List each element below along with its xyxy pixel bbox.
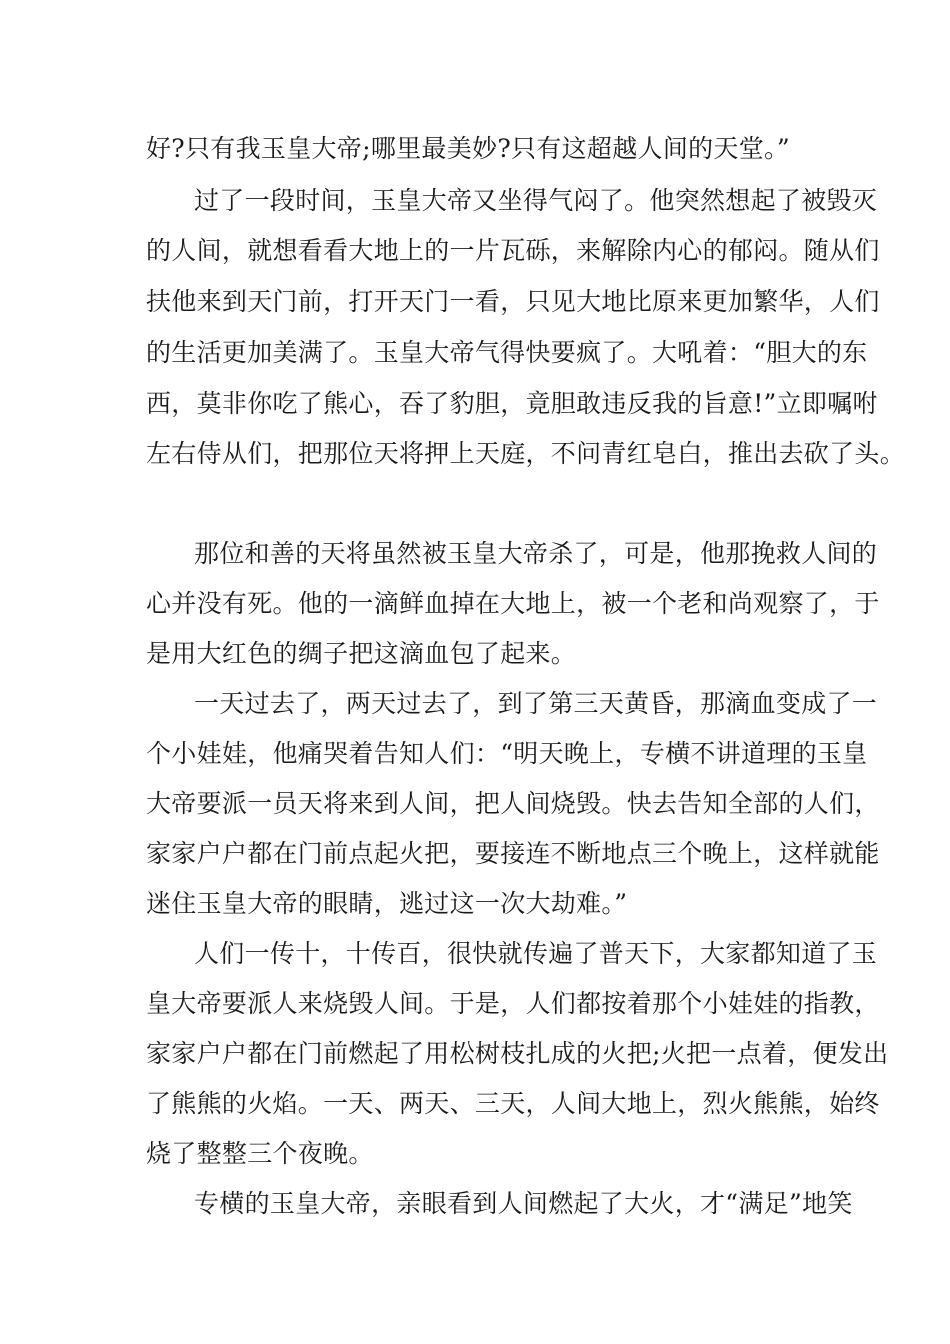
- paragraph-2-line-1: 过了一段时间，玉皇大帝又坐得气闷了。他突然想起了被毁灭: [194, 186, 878, 215]
- paragraph-4-line-2: 个小娃娃，他痛哭着告知人们：“明天晚上，专横不讲道理的玉皇: [146, 739, 868, 768]
- paragraph-5-line-3: 家家户户都在门前燃起了用松树枝扎成的火把;火把一点着，便发出: [146, 1039, 889, 1068]
- paragraph-4-line-4: 家家户户都在门前点起火把，要接连不断地点三个晚上，这样就能: [146, 839, 880, 868]
- paragraph-1-line-1: 好?只有我玉皇大帝;哪里最美妙?只有这超越人间的天堂。”: [146, 134, 790, 163]
- paragraph-5-line-2: 皇大帝要派人来烧毁人间。于是，人们都按着那个小娃娃的指教，: [146, 989, 880, 1018]
- paragraph-5-line-1: 人们一传十，十传百，很快就传遍了普天下，大家都知道了玉: [194, 939, 878, 968]
- paragraph-5-line-5: 烧了整整三个夜晚。: [146, 1139, 374, 1168]
- paragraph-3-line-1: 那位和善的天将虽然被玉皇大帝杀了，可是，他那挽救人间的: [194, 539, 878, 568]
- paragraph-3-line-2: 心并没有死。他的一滴鲜血掉在大地上，被一个老和尚观察了，于: [146, 589, 880, 618]
- paragraph-2-line-6: 左右侍从们，把那位天将押上天庭，不问青红皂白，推出去砍了头。: [146, 439, 906, 468]
- paragraph-2-line-5: 西，莫非你吃了熊心，吞了豹胆，竟胆敢违反我的旨意!”立即嘱咐: [146, 389, 878, 418]
- paragraph-4-line-3: 大帝要派一员天将来到人间，把人间烧毁。快去告知全部的人们，: [146, 789, 880, 818]
- paragraph-4-line-5: 迷住玉皇大帝的眼睛，逃过这一次大劫难。”: [146, 889, 628, 918]
- paragraph-4-line-1: 一天过去了，两天过去了，到了第三天黄昏，那滴血变成了一: [194, 689, 878, 718]
- paragraph-5-line-4: 了熊熊的火焰。一天、两天、三天，人间大地上，烈火熊熊，始终: [146, 1089, 880, 1118]
- paragraph-6-line-1: 专横的玉皇大帝，亲眼看到人间燃起了大火，才“满足”地笑: [194, 1189, 853, 1218]
- paragraph-3-line-3: 是用大红色的绸子把这滴血包了起来。: [146, 639, 577, 668]
- paragraph-2-line-4: 的生活更加美满了。玉皇大帝气得快要疯了。大吼着：“胆大的东: [146, 338, 868, 367]
- paragraph-2-line-3: 扶他来到天门前，打开天门一看，只见大地比原来更加繁华，人们: [146, 287, 880, 316]
- paragraph-2-line-2: 的人间，就想看看大地上的一片瓦砾，来解除内心的郁闷。随从们: [146, 236, 880, 265]
